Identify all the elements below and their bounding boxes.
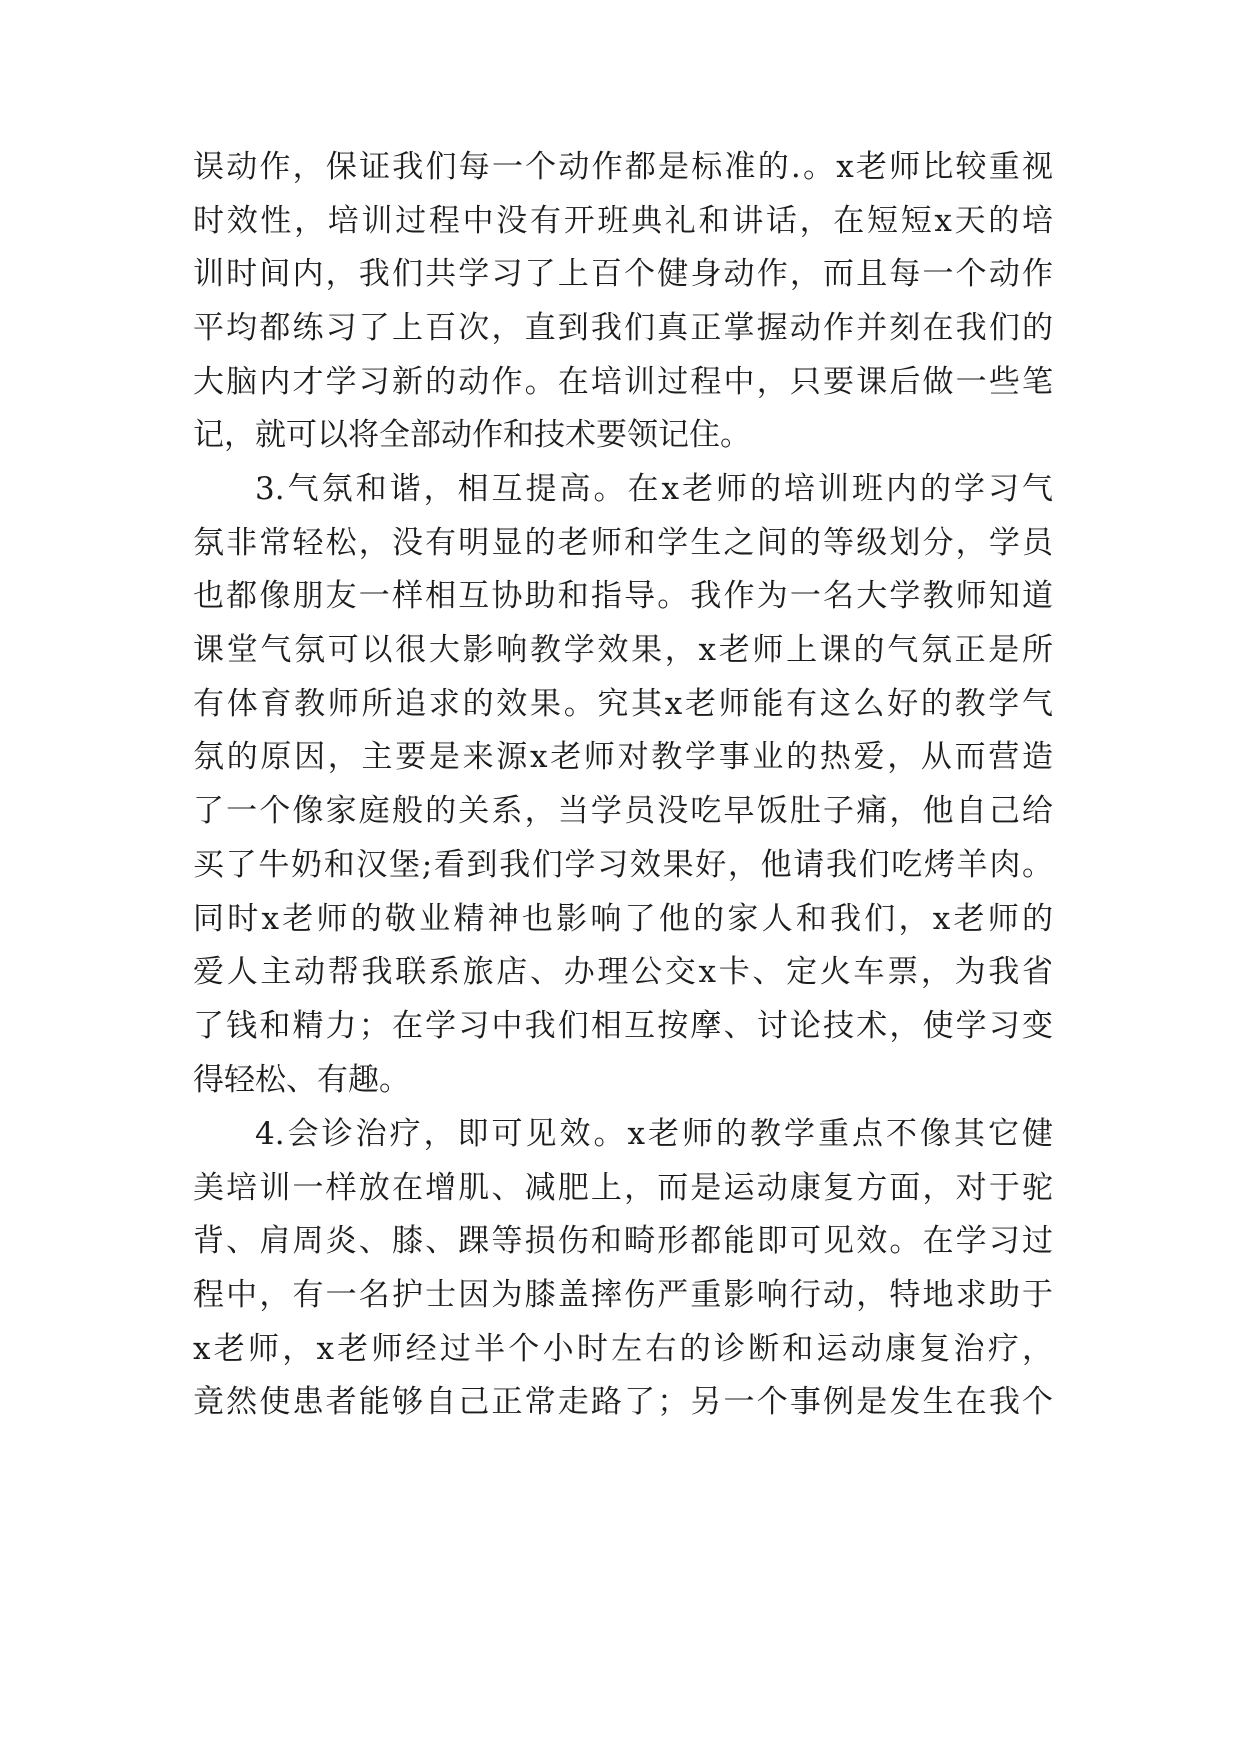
text-line: x老师，x老师经过半个小时左右的诊断和运动康复治疗， <box>193 1330 1053 1367</box>
text-line: 得轻松、有趣。 <box>193 1061 410 1098</box>
paragraph-2 <box>193 463 1053 1107</box>
text-line: 平均都练习了上百次，直到我们真正掌握动作并刻在我们的 <box>193 310 1053 347</box>
text-line: 程中，有一名护士因为膝盖摔伤严重影响行动，特地求助于 <box>193 1277 1053 1314</box>
text-line: 了一个像家庭般的关系，当学员没吃早饭肚子痛，他自己给 <box>193 793 1053 830</box>
text-line: 氛的原因，主要是来源x老师对教学事业的热爱，从而营造 <box>193 739 1053 776</box>
text-line: 误动作，保证我们每一个动作都是标准的.。x老师比较重视 <box>193 149 1053 185</box>
text-line: 课堂气氛可以很大影响教学效果，x老师上课的气氛正是所 <box>193 632 1053 669</box>
text-line: 训时间内，我们共学习了上百个健身动作，而且每一个动作 <box>193 256 1053 293</box>
text-line: 竟然使患者能够自己正常走路了；另一个事例是发生在我个 <box>193 1384 1053 1421</box>
text-line: 也都像朋友一样相互协助和指导。我作为一名大学教师知道 <box>193 578 1053 615</box>
text-line: 背、肩周炎、膝、踝等损伤和畸形都能即可见效。在学习过 <box>193 1223 1053 1260</box>
text-line: 时效性，培训过程中没有开班典礼和讲话，在短短x天的培 <box>193 202 1053 239</box>
paragraph-1 <box>193 141 1053 463</box>
text-line: 买了牛奶和汉堡;看到我们学习效果好，他请我们吃烤羊肉。 <box>193 846 1053 883</box>
text-line: 爱人主动帮我联系旅店、办理公交x卡、定火车票，为我省 <box>193 954 1053 991</box>
text-line: 同时x老师的敬业精神也影响了他的家人和我们，x老师的 <box>193 900 1053 937</box>
text-line: 4.会诊治疗，即可见效。x老师的教学重点不像其它健 <box>255 1116 1053 1152</box>
text-line: 3.气氛和谐，相互提高。在x老师的培训班内的学习气 <box>255 471 1053 507</box>
paragraph-3 <box>193 1108 1053 1430</box>
text-line: 氛非常轻松，没有明显的老师和学生之间的等级划分，学员 <box>193 524 1053 561</box>
text-line: 大脑内才学习新的动作。在培训过程中，只要课后做一些笔 <box>193 363 1053 400</box>
text-line: 美培训一样放在增肌、减肥上，而是运动康复方面，对于驼 <box>193 1169 1053 1206</box>
text-line: 有体育教师所追求的效果。究其x老师能有这么好的教学气 <box>193 685 1053 722</box>
text-line: 了钱和精力；在学习中我们相互按摩、讨论技术，使学习变 <box>193 1007 1053 1044</box>
text-line: 记，就可以将全部动作和技术要领记住。 <box>193 417 751 454</box>
